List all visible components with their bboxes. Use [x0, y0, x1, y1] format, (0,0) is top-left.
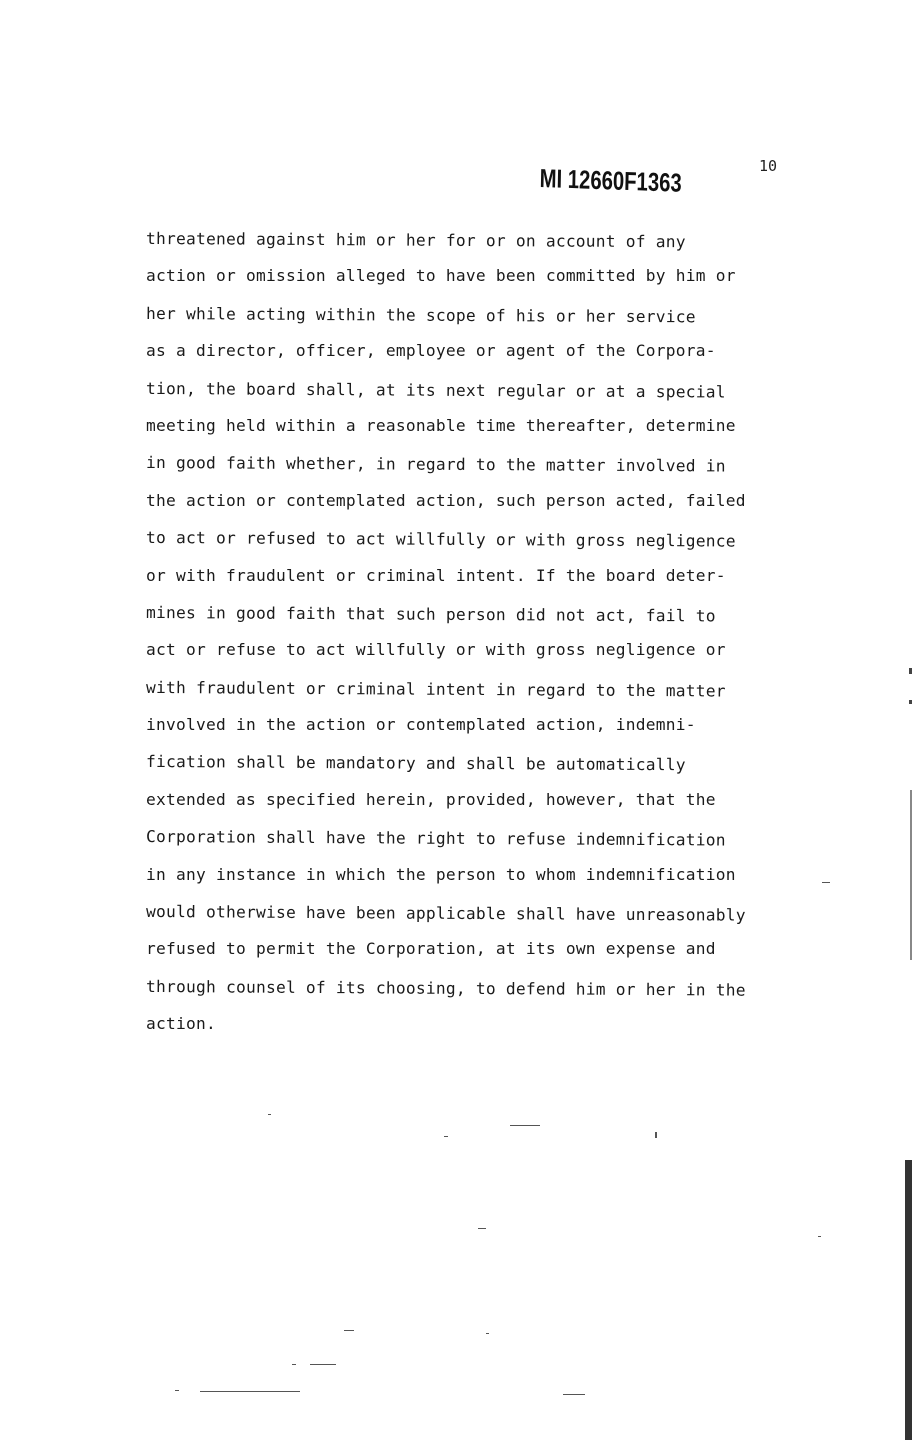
text-line: Corporation shall have the right to refuse indemnification	[145, 827, 726, 850]
text-line: mines in good faith that such person did not act, fail to	[145, 602, 716, 626]
text-line: involved in the action or contemplated action, indemni-	[146, 715, 696, 735]
text-line: to act or refused to act willfully or with gross negligence	[145, 528, 736, 551]
text-line: extended as specified herein, provided, however, that the	[146, 789, 716, 809]
text-line: fication shall be mandatory and shall be automatically	[145, 752, 686, 775]
text-line: the action or contemplated action, such person acted, failed	[146, 490, 746, 510]
scan-speck	[344, 1330, 354, 1331]
scan-edge-mark	[905, 1160, 912, 1440]
scan-speck	[292, 1364, 296, 1365]
text-line: in any instance in which the person to whom indemnification	[146, 864, 736, 884]
scan-speck	[200, 1391, 300, 1392]
text-line: her while acting within the scope of his or her service	[145, 303, 696, 327]
text-line: or with fraudulent or criminal intent. If the board deter-	[146, 565, 726, 585]
scan-speck	[175, 1390, 179, 1391]
text-line: act or refuse to act willfully or with gross negligence or	[146, 640, 726, 660]
scan-speck	[478, 1228, 486, 1229]
scan-speck	[563, 1394, 585, 1395]
text-line: meeting held within a reasonable time thereafter, determine	[146, 415, 736, 435]
document-stamp: MI 12660F1363	[539, 163, 683, 198]
text-line: tion, the board shall, at its next regular or at a special	[145, 378, 726, 402]
text-line: action.	[146, 1014, 216, 1034]
text-line: with fraudulent or criminal intent in regard to the matter	[145, 677, 726, 701]
scan-speck	[818, 1236, 821, 1237]
scan-speck	[655, 1132, 657, 1138]
text-line: action or omission alleged to have been committed by him or	[146, 266, 736, 286]
scan-speck	[444, 1136, 448, 1137]
scan-speck	[822, 882, 830, 883]
scan-speck	[310, 1364, 336, 1365]
text-line: threatened against him or her for or on account of any	[145, 229, 686, 252]
scan-speck	[268, 1114, 271, 1115]
body-text	[146, 226, 826, 1049]
text-line: as a director, officer, employee or agent of the Corpora-	[146, 341, 716, 361]
scan-speck	[486, 1333, 489, 1334]
text-line: through counsel of its choosing, to defend him or her in the	[145, 976, 746, 1000]
scan-speck	[510, 1125, 540, 1126]
page-number: 10	[759, 157, 778, 175]
text-line: refused to permit the Corporation, at its own expense and	[146, 939, 716, 959]
text-line: in good faith whether, in regard to the matter involved in	[145, 453, 726, 476]
text-line: would otherwise have been applicable shall have unreasonably	[145, 902, 746, 925]
